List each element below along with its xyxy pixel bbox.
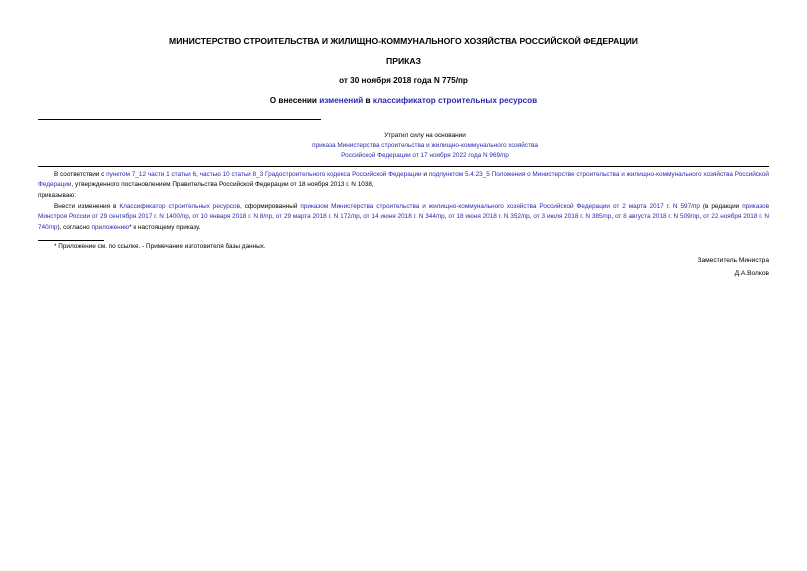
para1-text3: и — [421, 171, 429, 178]
preamble-paragraph — [38, 170, 769, 191]
subject-mid: в — [363, 96, 373, 105]
link-order-740[interactable]: от 22 ноября 2018 г. N 740/пр — [38, 213, 770, 231]
doc-subject — [0, 96, 807, 105]
lost-force-link-line2[interactable]: приказа Министерства строительства и жилищно-коммунального хозяйства — [312, 142, 538, 149]
link-order-352[interactable]: от 18 июня 2018 г. N 352/пр — [448, 213, 530, 221]
link-order-597[interactable]: приказом Министерства строительства и жилищно-коммунального хозяйства Российской Федерации от 2 марта 2017 г. N 597/пр — [300, 203, 700, 210]
doc-type: ПРИКАЗ — [386, 56, 421, 66]
para2-text7: , — [444, 213, 449, 221]
footnote: * Приложение см. по ссылке. - Примечание изготовителя базы данных. — [54, 243, 266, 250]
signature-block — [697, 255, 769, 280]
link-order-385[interactable]: от 3 июля 2018 г. N 385/пр — [533, 213, 612, 221]
divider-top — [38, 119, 321, 120]
para1-text1: В соответствии с — [54, 171, 107, 178]
link-order-172[interactable]: от 29 марта 2018 г. N 172/пр — [275, 213, 360, 221]
para2-text12: * к настоящему приказу. — [129, 223, 201, 231]
link-regulation[interactable]: подпунктом 5.4.23_5 Положения о Министерстве строительства и жилищно-коммунального хозяйства Российской Федерации — [38, 171, 769, 189]
para2-text11: ), согласно — [57, 223, 92, 231]
para2-text10: , — [699, 213, 704, 221]
footnote-divider — [38, 240, 104, 241]
para2-text1: Внести изменения в — [54, 203, 120, 210]
order-paragraph — [38, 202, 769, 233]
subject-link-changes[interactable]: изменений — [319, 96, 364, 105]
signer-position: Заместитель Министра — [697, 257, 769, 264]
lost-force-line1: Утратил силу на основании — [384, 132, 466, 139]
doc-date-number: от 30 ноября 2018 года N 775/пр — [339, 76, 468, 85]
para1-text4: , утвержденного постановлением Правительства Российской Федерации от 18 ноября 2013 г. N 1038, — [71, 181, 374, 189]
divider-mid — [38, 166, 769, 167]
para1-text2: , — [196, 171, 200, 178]
order-word: приказываю: — [38, 192, 76, 199]
link-article-6[interactable]: пунктом 7_12 части 1 статьи 6 — [106, 171, 197, 178]
lost-force-link-line3[interactable]: Российской Федерации от 17 ноября 2022 года N 969/пр — [341, 152, 509, 159]
lost-force-notice — [290, 131, 560, 161]
link-classifier[interactable]: Классификатор строительных ресурсов — [119, 203, 240, 210]
para2-text6: , — [359, 213, 364, 221]
link-order-1400[interactable]: приказов Минстроя России от 29 сентября 2017 г. N 1400/пр — [38, 203, 769, 221]
signer-name: Д.А.Волков — [734, 269, 769, 277]
ministry-title: МИНИСТЕРСТВО СТРОИТЕЛЬСТВА И ЖИЛИЩНО-КОММУНАЛЬНОГО ХОЗЯЙСТВА РОССИЙСКОЙ ФЕДЕРАЦИИ — [169, 36, 638, 46]
link-grad-code[interactable]: частью 10 статьи 8_3 Градостроительного кодекса Российской Федерации — [199, 171, 422, 178]
link-order-8[interactable]: от 10 января 2018 г. N 8/пр — [192, 213, 273, 221]
para2-text2: , сформированный — [239, 203, 301, 210]
para2-text9: , — [611, 213, 615, 221]
subject-prefix: О внесении — [269, 96, 320, 105]
link-order-509[interactable]: от 8 августа 2018 г. N 509/пр — [614, 213, 700, 221]
link-order-344[interactable]: от 14 июня 2018 г. N 344/пр — [363, 213, 445, 221]
para2-text3: (в редакции — [699, 203, 743, 210]
subject-link-classifier[interactable]: классификатор строительных ресурсов — [372, 96, 538, 105]
link-appendix[interactable]: приложению — [91, 223, 130, 231]
para2-text5: , — [272, 213, 276, 221]
para2-text8: , — [529, 213, 534, 221]
para2-text4: , — [188, 213, 193, 221]
